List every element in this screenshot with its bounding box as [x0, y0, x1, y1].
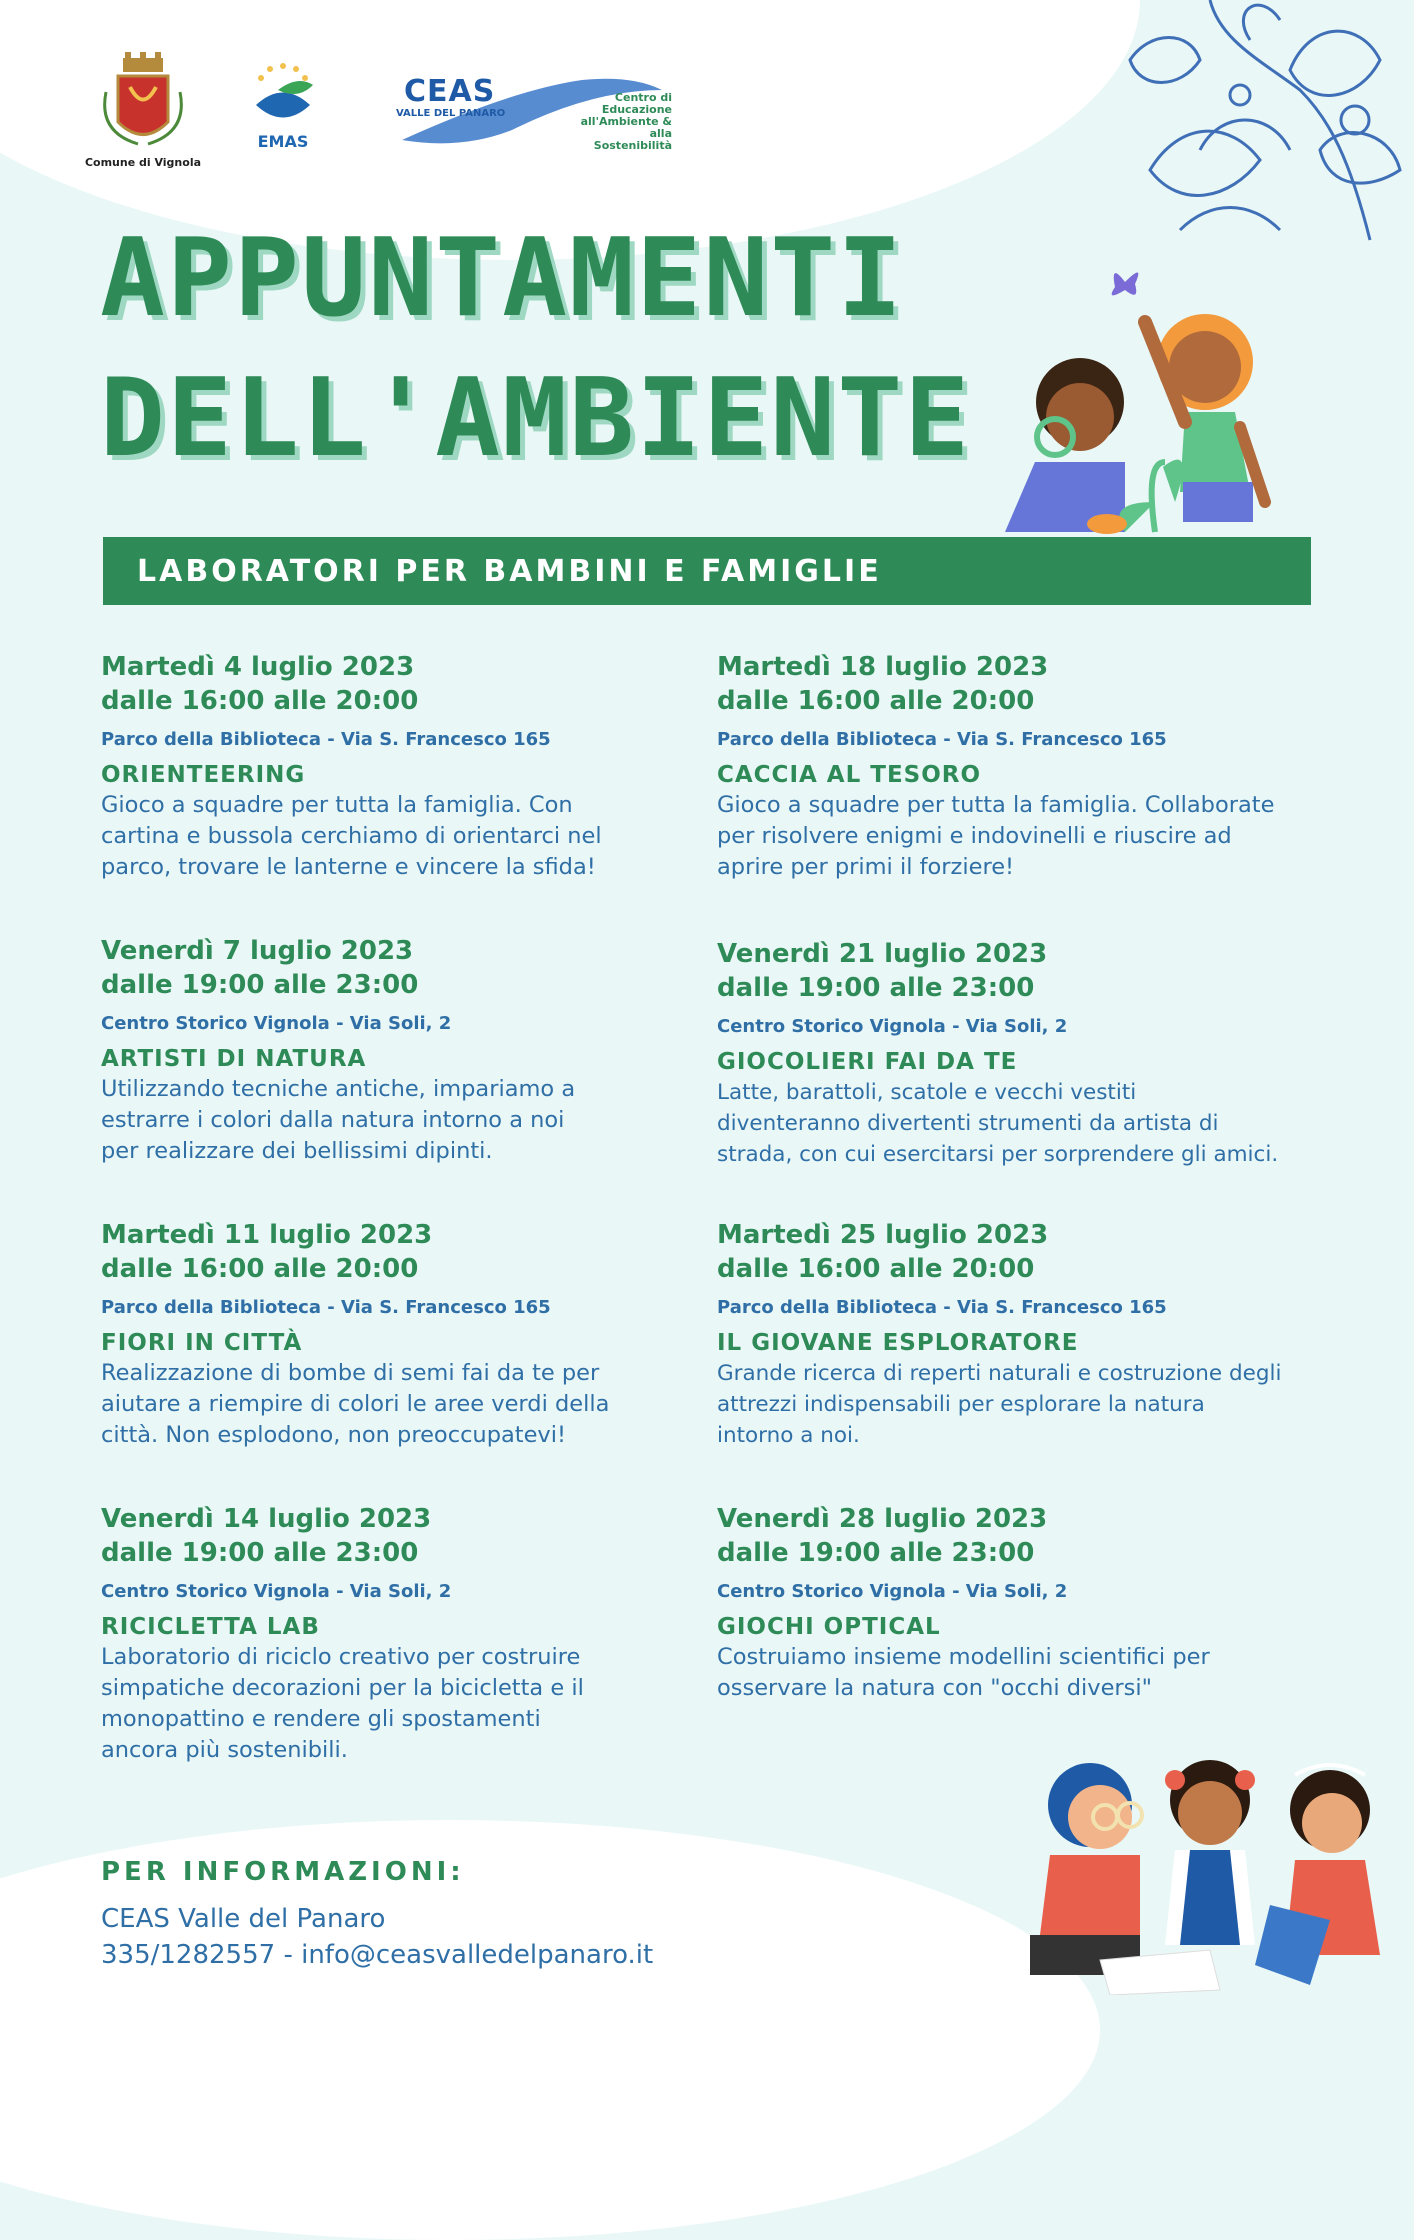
- event-date: Martedì 25 luglio 2023: [717, 1220, 1049, 1250]
- event-desc-line: per realizzare dei bellissimi dipinti.: [101, 1138, 493, 1164]
- banner-text: LABORATORI PER BAMBINI E FAMIGLIE: [137, 554, 882, 589]
- event-title: RICICLETTA LAB: [101, 1614, 320, 1640]
- event-time: dalle 16:00 alle 20:00: [101, 686, 419, 716]
- event-description: [101, 1358, 701, 1451]
- children-playing-illustration: [1010, 1745, 1410, 1995]
- emas-icon: [248, 60, 318, 130]
- info-heading: PER INFORMAZIONI:: [101, 1857, 465, 1887]
- event-title: GIOCHI OPTICAL: [717, 1614, 941, 1640]
- event-desc-line: per risolvere enigmi e indovinelli e riuscire ad: [717, 823, 1232, 849]
- event-title: ORIENTEERING: [101, 762, 306, 788]
- event-title: GIOCOLIERI FAI DA TE: [717, 1049, 1018, 1075]
- event-title: IL GIOVANE ESPLORATORE: [717, 1330, 1079, 1356]
- event-date: Venerdì 7 luglio 2023: [101, 936, 414, 966]
- ceas-desc-line: alla Sostenibilità: [593, 127, 672, 152]
- ceas-desc-line: Centro di: [614, 91, 672, 104]
- event-location: Parco della Biblioteca - Via S. Francesco 165: [101, 729, 551, 750]
- event-description: [717, 1358, 1397, 1451]
- ceas-subtitle: VALLE DEL PANARO: [396, 108, 506, 119]
- page-title-line2: DELL'AMBIENTE: [100, 356, 972, 481]
- event-desc-line: aiutare a riempire di colori le aree verdi della: [101, 1391, 610, 1417]
- event-desc-line: ancora più sostenibili.: [101, 1737, 348, 1763]
- ceas-logo: [392, 70, 672, 150]
- event-location: Centro Storico Vignola - Via Soli, 2: [101, 1581, 452, 1602]
- event-desc-line: Realizzazione di bombe di semi fai da te per: [101, 1360, 600, 1386]
- event-card: [717, 1502, 1397, 1704]
- coat-of-arms-icon: [78, 52, 208, 152]
- event-desc-line: Costruiamo insieme modellini scientifici per: [717, 1644, 1210, 1670]
- event-card: [717, 1218, 1397, 1451]
- event-description: [101, 1074, 701, 1167]
- comune-label: Comune di Vignola: [84, 156, 202, 169]
- event-location: Parco della Biblioteca - Via S. Francesco 165: [717, 1297, 1167, 1318]
- event-card: [101, 650, 701, 883]
- event-desc-line: parco, trovare le lanterne e vincere la sfida!: [101, 854, 596, 880]
- event-time: dalle 19:00 alle 23:00: [717, 1538, 1035, 1568]
- event-card: [101, 934, 701, 1167]
- event-title: ARTISTI DI NATURA: [101, 1046, 367, 1072]
- event-desc-line: monopattino e rendere gli spostamenti: [101, 1706, 541, 1732]
- event-desc-line: Gioco a squadre per tutta la famiglia. Collaborate: [717, 792, 1275, 818]
- info-organization: CEAS Valle del Panaro: [101, 1904, 386, 1934]
- event-title: CACCIA AL TESORO: [717, 762, 982, 788]
- event-date: Venerdì 28 luglio 2023: [717, 1504, 1048, 1534]
- event-location: Parco della Biblioteca - Via S. Francesco 165: [717, 729, 1167, 750]
- event-desc-line: osservare la natura con "occhi diversi": [717, 1675, 1153, 1701]
- event-card: [101, 1218, 701, 1451]
- event-location: Centro Storico Vignola - Via Soli, 2: [717, 1016, 1068, 1037]
- ceas-desc-line: Educazione: [601, 103, 672, 116]
- event-desc-line: città. Non esplodono, non preoccupatevi!: [101, 1422, 567, 1448]
- event-desc-line: cartina e bussola cerchiamo di orientarci nel: [101, 823, 602, 849]
- event-desc-line: estrarre i colori dalla natura intorno a noi: [101, 1107, 565, 1133]
- ceas-title: CEAS: [404, 74, 496, 109]
- event-description: [717, 790, 1397, 883]
- subtitle-banner: [103, 537, 1311, 605]
- event-date: Venerdì 14 luglio 2023: [101, 1504, 432, 1534]
- event-card: [101, 1502, 701, 1766]
- event-description: [717, 1642, 1397, 1704]
- event-location: Centro Storico Vignola - Via Soli, 2: [101, 1013, 452, 1034]
- event-card: [717, 937, 1397, 1170]
- event-description: [101, 1642, 701, 1766]
- event-description: [717, 1077, 1397, 1170]
- event-location: Centro Storico Vignola - Via Soli, 2: [717, 1581, 1068, 1602]
- ceas-description: [572, 92, 672, 152]
- event-desc-line: Grande ricerca di reperti naturali e costruzione degli: [717, 1361, 1282, 1386]
- event-desc-line: Latte, barattoli, scatole e vecchi vestiti: [717, 1080, 1137, 1105]
- event-time: dalle 16:00 alle 20:00: [101, 1254, 419, 1284]
- event-time: dalle 19:00 alle 23:00: [717, 973, 1035, 1003]
- event-time: dalle 19:00 alle 23:00: [101, 1538, 419, 1568]
- event-description: [101, 790, 701, 883]
- event-desc-line: intorno a noi.: [717, 1423, 860, 1448]
- event-time: dalle 16:00 alle 20:00: [717, 1254, 1035, 1284]
- event-time: dalle 19:00 alle 23:00: [101, 970, 419, 1000]
- event-desc-line: diventeranno divertenti strumenti da artista di: [717, 1111, 1219, 1136]
- flower-illustration: [1090, 0, 1414, 250]
- event-date: Martedì 11 luglio 2023: [101, 1220, 433, 1250]
- event-desc-line: simpatiche decorazioni per la bicicletta e il: [101, 1675, 584, 1701]
- info-contact: 335/1282557 - info@ceasvalledelpanaro.it: [101, 1940, 654, 1970]
- event-title: FIORI IN CITTÀ: [101, 1330, 303, 1356]
- event-desc-line: aprire per primi il forziere!: [717, 854, 1015, 880]
- event-desc-line: attrezzi indispensabili per esplorare la natura: [717, 1392, 1205, 1417]
- event-date: Martedì 18 luglio 2023: [717, 652, 1049, 682]
- event-desc-line: Gioco a squadre per tutta la famiglia. Con: [101, 792, 573, 818]
- event-card: [717, 650, 1397, 883]
- children-exploring-illustration: [995, 262, 1315, 542]
- emas-logo: [248, 60, 318, 160]
- event-date: Venerdì 21 luglio 2023: [717, 939, 1048, 969]
- event-desc-line: strada, con cui esercitarsi per sorprendere gli amici.: [717, 1142, 1279, 1167]
- event-date: Martedì 4 luglio 2023: [101, 652, 415, 682]
- ceas-desc-line: all'Ambiente &: [580, 115, 672, 128]
- comune-vignola-logo: [78, 52, 208, 172]
- emas-label: EMAS: [257, 132, 309, 151]
- event-time: dalle 16:00 alle 20:00: [717, 686, 1035, 716]
- page-title-line1: APPUNTAMENTI: [100, 216, 905, 341]
- event-desc-line: Utilizzando tecniche antiche, impariamo a: [101, 1076, 576, 1102]
- event-desc-line: Laboratorio di riciclo creativo per costruire: [101, 1644, 581, 1670]
- event-location: Parco della Biblioteca - Via S. Francesco 165: [101, 1297, 551, 1318]
